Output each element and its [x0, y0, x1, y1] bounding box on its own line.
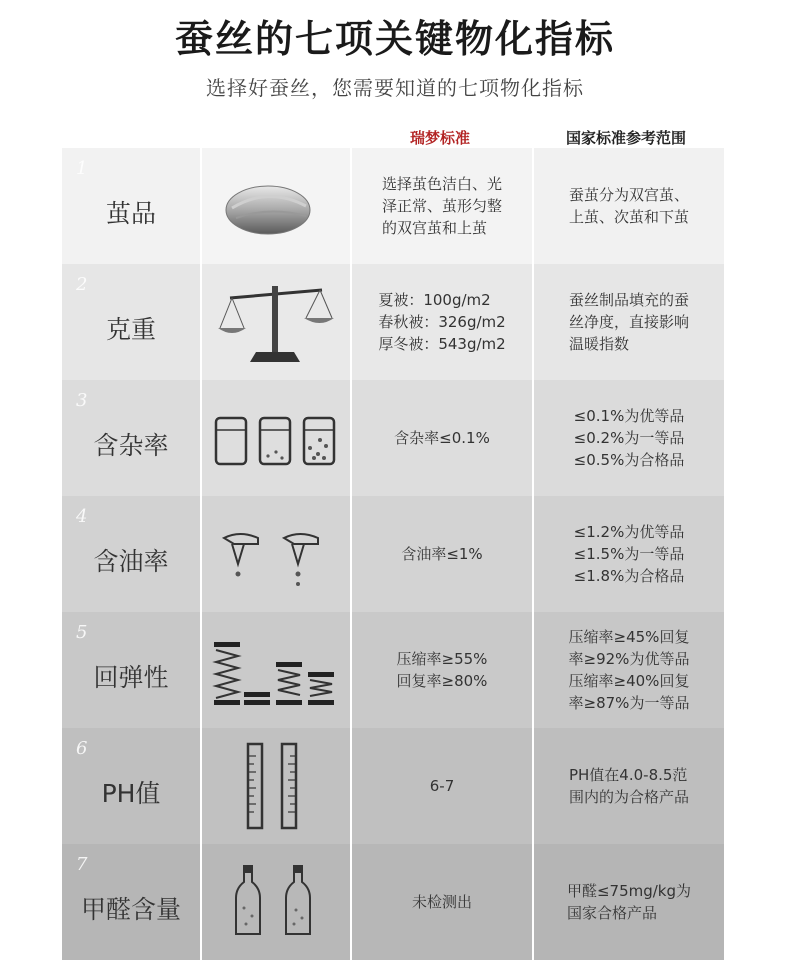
brand-standard-header: 瑞梦标准 [410, 129, 471, 147]
national-standard-text: 甲醛≤75mg/kg为 国家合格产品 [566, 882, 692, 922]
brand-standard-cell [352, 380, 532, 496]
table-row [62, 148, 724, 264]
brand-standard-cell [352, 148, 532, 264]
page-title: 蚕丝的七项关键物化指标 [174, 17, 615, 61]
brand-standard-text: 夏被：100g/m2 春秋被：326g/m2 厚冬被：543g/m2 [378, 291, 506, 353]
national-standard-cell [534, 844, 724, 960]
test-tubes-icon [210, 736, 342, 836]
national-standard-cell [534, 264, 724, 380]
national-standard-text: PH值在4.0-8.5范 围内的为合格产品 [568, 766, 689, 806]
indicator-icon-cell [202, 264, 350, 380]
national-standard-cell [534, 612, 724, 728]
indicator-name-cell [62, 844, 200, 960]
indicator-name-cell [62, 264, 200, 380]
indicator-name: 茧品 [105, 199, 156, 228]
table-row [62, 728, 724, 844]
national-standard-header: 国家标准参考范围 [566, 129, 687, 147]
row-number: 4 [76, 506, 88, 527]
national-standard-text: ≤1.2%为优等品 ≤1.5%为一等品 ≤1.8%为合格品 [573, 523, 685, 585]
national-standard-text: ≤0.1%为优等品 ≤0.2%为一等品 ≤0.5%为合格品 [573, 407, 685, 469]
indicator-icon-cell [202, 380, 350, 496]
row-number: 5 [76, 622, 88, 643]
indicator-name: 甲醛含量 [80, 895, 181, 924]
national-standard-cell [534, 728, 724, 844]
brand-standard-text: 未检测出 [411, 893, 472, 911]
indicator-name: PH值 [101, 779, 161, 808]
balance-scale-icon [210, 272, 342, 372]
brand-standard-text: 含油率≤1% [401, 545, 483, 563]
table-row [62, 496, 724, 612]
brand-standard-text: 压缩率≥55% 回复率≥80% [396, 650, 488, 690]
springs-icon [210, 620, 342, 720]
indicator-name-cell [62, 380, 200, 496]
row-number: 2 [76, 274, 88, 295]
national-standard-cell [534, 380, 724, 496]
row-number: 6 [76, 738, 88, 759]
row-number: 1 [76, 158, 88, 179]
brand-standard-cell [352, 844, 532, 960]
indicator-name-cell [62, 728, 200, 844]
national-standard-text: 蚕丝制品填充的蚕 丝净度，直接影响 温暖指数 [568, 291, 689, 353]
indicator-icon-cell [202, 612, 350, 728]
indicator-table [62, 148, 724, 960]
brand-standard-cell [352, 728, 532, 844]
brand-standard-cell [352, 612, 532, 728]
page-subtitle: 选择好蚕丝，您需要知道的七项物化指标 [206, 76, 584, 100]
indicator-icon-cell [202, 496, 350, 612]
indicator-icon-cell [202, 844, 350, 960]
indicator-name: 克重 [105, 315, 156, 344]
indicator-name-cell [62, 148, 200, 264]
indicator-name-cell [62, 496, 200, 612]
table-row [62, 380, 724, 496]
brand-standard-text: 选择茧色洁白、光 泽正常、茧形匀整 的双宫茧和上茧 [381, 175, 502, 237]
table-row [62, 844, 724, 960]
national-standard-text: 蚕茧分为双宫茧、 上茧、次茧和下茧 [568, 186, 689, 226]
table-row [62, 264, 724, 380]
dropper-hand-icon [210, 504, 342, 604]
bottles-icon [210, 852, 342, 952]
beakers-icon [210, 388, 342, 488]
indicator-icon-cell [202, 148, 350, 264]
indicator-icon-cell [202, 728, 350, 844]
row-number: 7 [76, 854, 88, 875]
national-standard-cell [534, 148, 724, 264]
brand-standard-text: 6-7 [429, 777, 455, 795]
brand-standard-cell [352, 496, 532, 612]
brand-standard-cell [352, 264, 532, 380]
brand-standard-text: 含杂率≤0.1% [394, 429, 490, 447]
cocoon-icon [210, 156, 342, 256]
table-row [62, 612, 724, 728]
indicator-name: 含杂率 [93, 431, 169, 460]
national-standard-text: 压缩率≥45%回复 率≥92%为优等品 压缩率≥40%回复 率≥87%为一等品 [568, 628, 690, 712]
indicator-name-cell [62, 612, 200, 728]
row-number: 3 [76, 390, 88, 411]
national-standard-cell [534, 496, 724, 612]
indicator-name: 含油率 [93, 547, 169, 576]
indicator-name: 回弹性 [93, 663, 169, 692]
